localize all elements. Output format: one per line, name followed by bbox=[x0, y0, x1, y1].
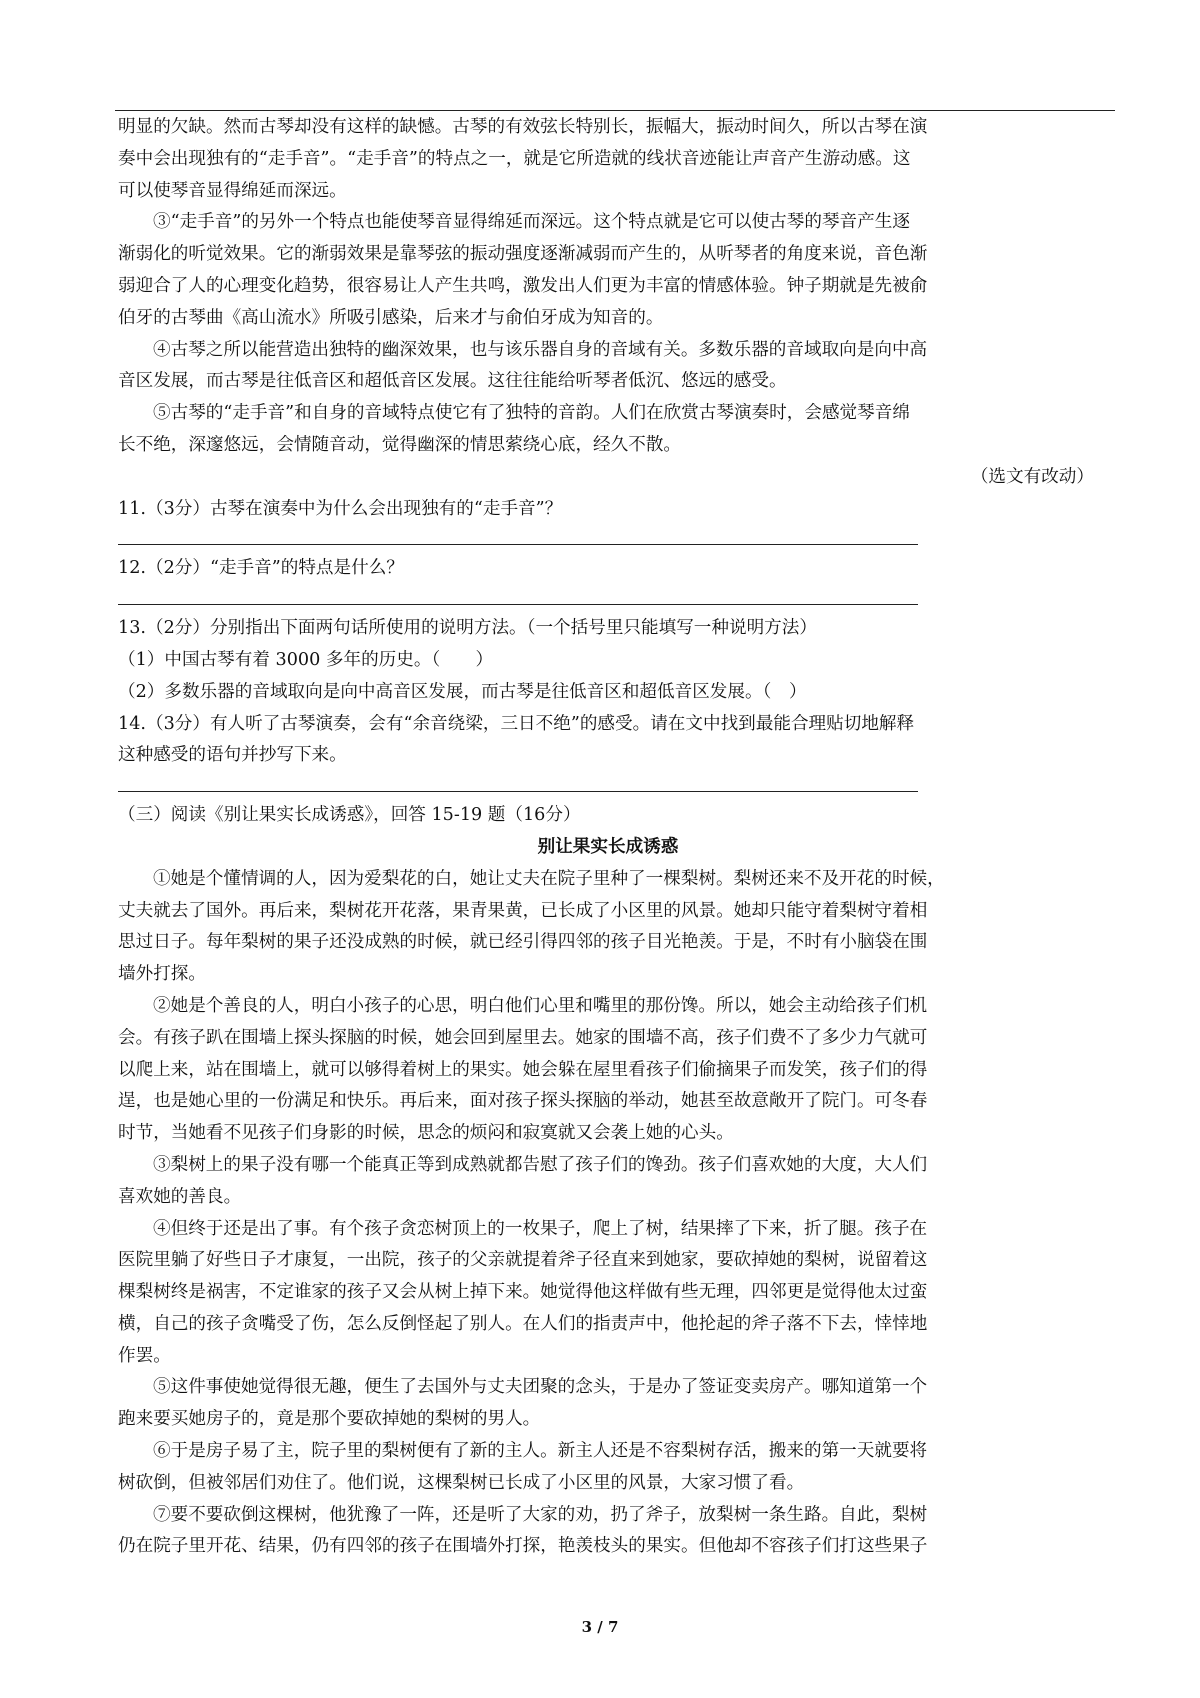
article-paragraph-6-line: 树砍倒，但被邻居们劝住了。他们说，这棵梨树已长成了小区里的风景，大家习惯了看。 bbox=[118, 1472, 805, 1493]
answer-line-11[interactable] bbox=[118, 525, 1098, 553]
passage-line: 奏中会出现独有的“走手音”。“走手音”的特点之一，就是它所造就的线状音迹能让声音产生游动感。这 bbox=[118, 148, 911, 169]
article-paragraph-4-line: 医院里躺了好些日子才康复，一出院，孩子的父亲就提着斧子径直来到她家，要砍掉她的梨树，说留着这 bbox=[118, 1250, 928, 1271]
paragraph-4-line: 音区发展，而古琴是往低音区和超低音区发展。这往往能给听琴者低沉、悠远的感受。 bbox=[118, 371, 787, 392]
question-14: 14.（3分）有人听了古琴演奏，会有“余音绕梁，三日不绝”的感受。请在文中找到最能合理贴切地解释 bbox=[118, 713, 915, 734]
question-13-item-2: （2）多数乐器的音域取向是向中高音区发展，而古琴是往低音区和超低音区发展。（ ） bbox=[118, 681, 807, 702]
article-paragraph-2-line: 逞，也是她心里的一份满足和快乐。再后来，面对孩子探头探脑的举动，她甚至故意敞开了院门。可冬春 bbox=[118, 1091, 928, 1112]
article-paragraph-5-line: ⑤这件事使她觉得很无趣，便生了去国外与丈夫团聚的念头，于是办了签证变卖房产。哪知道第一个 bbox=[153, 1377, 928, 1398]
article-paragraph-3-line: 喜欢她的善良。 bbox=[118, 1186, 242, 1207]
article-paragraph-4-line: 横，自己的孩子贪嘴受了伤，怎么反倒怪起了别人。在人们的指责声中，他抡起的斧子落不下去，悻悻地 bbox=[118, 1313, 928, 1334]
answer-line-14[interactable] bbox=[118, 772, 1098, 800]
section-3-intro: （三）阅读《别让果实长成诱惑》，回答 15-19 题（16分） bbox=[118, 805, 581, 826]
article-title: 别让果实长成诱惑 bbox=[537, 836, 679, 857]
article-paragraph-4-line: 棵梨树终是祸害，不定谁家的孩子又会从树上掉下来。她觉得他这样做有些无理，四邻更是觉得他太过蛮 bbox=[118, 1282, 928, 1303]
article-paragraph-5-line: 跑来要买她房子的，竟是那个要砍掉她的梨树的男人。 bbox=[118, 1409, 541, 1430]
article-paragraph-7-line: ⑦要不要砍倒这棵树，他犹豫了一阵，还是听了大家的劝，扔了斧子，放梨树一条生路。自此，梨树 bbox=[153, 1504, 928, 1525]
question-11: 11.（3分）古琴在演奏中为什么会出现独有的“走手音”？ bbox=[118, 498, 563, 519]
answer-line-12[interactable] bbox=[118, 585, 1098, 613]
passage-line: 明显的欠缺。然而古琴却没有这样的缺憾。古琴的有效弦长特别长，振幅大，振动时间久，所以古琴在演 bbox=[118, 117, 928, 137]
header-rule bbox=[115, 110, 1115, 111]
article-paragraph-1-line: ①她是个懂情调的人，因为爱梨花的白，她让丈夫在院子里种了一棵梨树。梨树还来不及开花的时候， bbox=[153, 868, 945, 889]
source-note: （选文有改动） bbox=[970, 466, 1094, 487]
article-paragraph-1-line: 墙外打探。 bbox=[118, 964, 206, 985]
paragraph-3-line: 伯牙的古琴曲《高山流水》所吸引感染，后来才与俞伯牙成为知音的。 bbox=[118, 307, 664, 328]
paragraph-3-line: ③“走手音”的另外一个特点也能使琴音显得绵延而深远。这个特点就是它可以使古琴的琴音产生逐 bbox=[153, 212, 910, 233]
page-number: 3 / 7 bbox=[581, 1618, 619, 1636]
article-paragraph-1-line: 丈夫就去了国外。再后来，梨树花开花落，果青果黄，已长成了小区里的风景。她却只能守着梨树守着相 bbox=[118, 900, 928, 921]
article-paragraph-2-line: 以爬上来，站在围墙上，就可以够得着树上的果实。她会躲在屋里看孩子们偷摘果子而发笑，孩子们的得 bbox=[118, 1059, 928, 1080]
article-paragraph-2-line: 会。有孩子趴在围墙上探头探脑的时候，她会回到屋里去。她家的围墙不高，孩子们费不了多少力气就可 bbox=[118, 1027, 928, 1048]
page-content bbox=[118, 112, 1098, 1563]
passage-line: 可以使琴音显得绵延而深远。 bbox=[118, 180, 347, 201]
question-12: 12.（2分）“走手音”的特点是什么？ bbox=[118, 558, 404, 579]
paragraph-3-line: 渐弱化的听觉效果。它的渐弱效果是靠琴弦的振动强度逐渐减弱而产生的，从听琴者的角度来说，音色渐 bbox=[118, 244, 928, 265]
question-13-item-1: （1）中国古琴有着 3000 多年的历史。（ ） bbox=[118, 649, 494, 670]
article-paragraph-7-line: 仍在院子里开花、结果，仍有四邻的孩子在围墙外打探，艳羡枝头的果实。但他却不容孩子们打这些果子 bbox=[118, 1536, 928, 1557]
paragraph-5-line: 长不绝，深邃悠远，会情随音动，觉得幽深的情思萦绕心底，经久不散。 bbox=[118, 434, 682, 455]
article-paragraph-3-line: ③梨树上的果子没有哪一个能真正等到成熟就都告慰了孩子们的馋劲。孩子们喜欢她的大度，大人们 bbox=[153, 1154, 928, 1175]
article-paragraph-2-line: 时节，当她看不见孩子们身影的时候，思念的烦闷和寂寞就又会袭上她的心头。 bbox=[118, 1123, 734, 1144]
paragraph-3-line: 弱迎合了人的心理变化趋势，很容易让人产生共鸣，激发出人们更为丰富的情感体验。钟子期就是先被俞 bbox=[118, 275, 928, 296]
question-13: 13.（2分）分别指出下面两句话所使用的说明方法。（一个括号里只能填写一种说明方法） bbox=[118, 618, 817, 639]
paragraph-5-line: ⑤古琴的“走手音”和自身的音域特点使它有了独特的音韵。人们在欣赏古琴演奏时，会感觉琴音绵 bbox=[153, 403, 910, 424]
article-paragraph-2-line: ②她是个善良的人，明白小孩子的心思，明白他们心里和嘴里的那份馋。所以，她会主动给孩子们机 bbox=[153, 995, 928, 1016]
article-paragraph-1-line: 思过日子。每年梨树的果子还没成熟的时候，就已经引得四邻的孩子目光艳羡。于是，不时有小脑袋在围 bbox=[118, 932, 928, 953]
article-paragraph-6-line: ⑥于是房子易了主，院子里的梨树便有了新的主人。新主人还是不容梨树存活，搬来的第一天就要将 bbox=[153, 1441, 928, 1462]
question-14-continued: 这种感受的语句并抄写下来。 bbox=[118, 745, 347, 766]
article-paragraph-4-line: 作罢。 bbox=[118, 1345, 171, 1366]
article-paragraph-4-line: ④但终于还是出了事。有个孩子贪恋树顶上的一枚果子，爬上了树，结果摔了下来，折了腿。孩子在 bbox=[153, 1218, 928, 1239]
paragraph-4-line: ④古琴之所以能营造出独特的幽深效果，也与该乐器自身的音域有关。多数乐器的音域取向是向中高 bbox=[153, 339, 928, 360]
